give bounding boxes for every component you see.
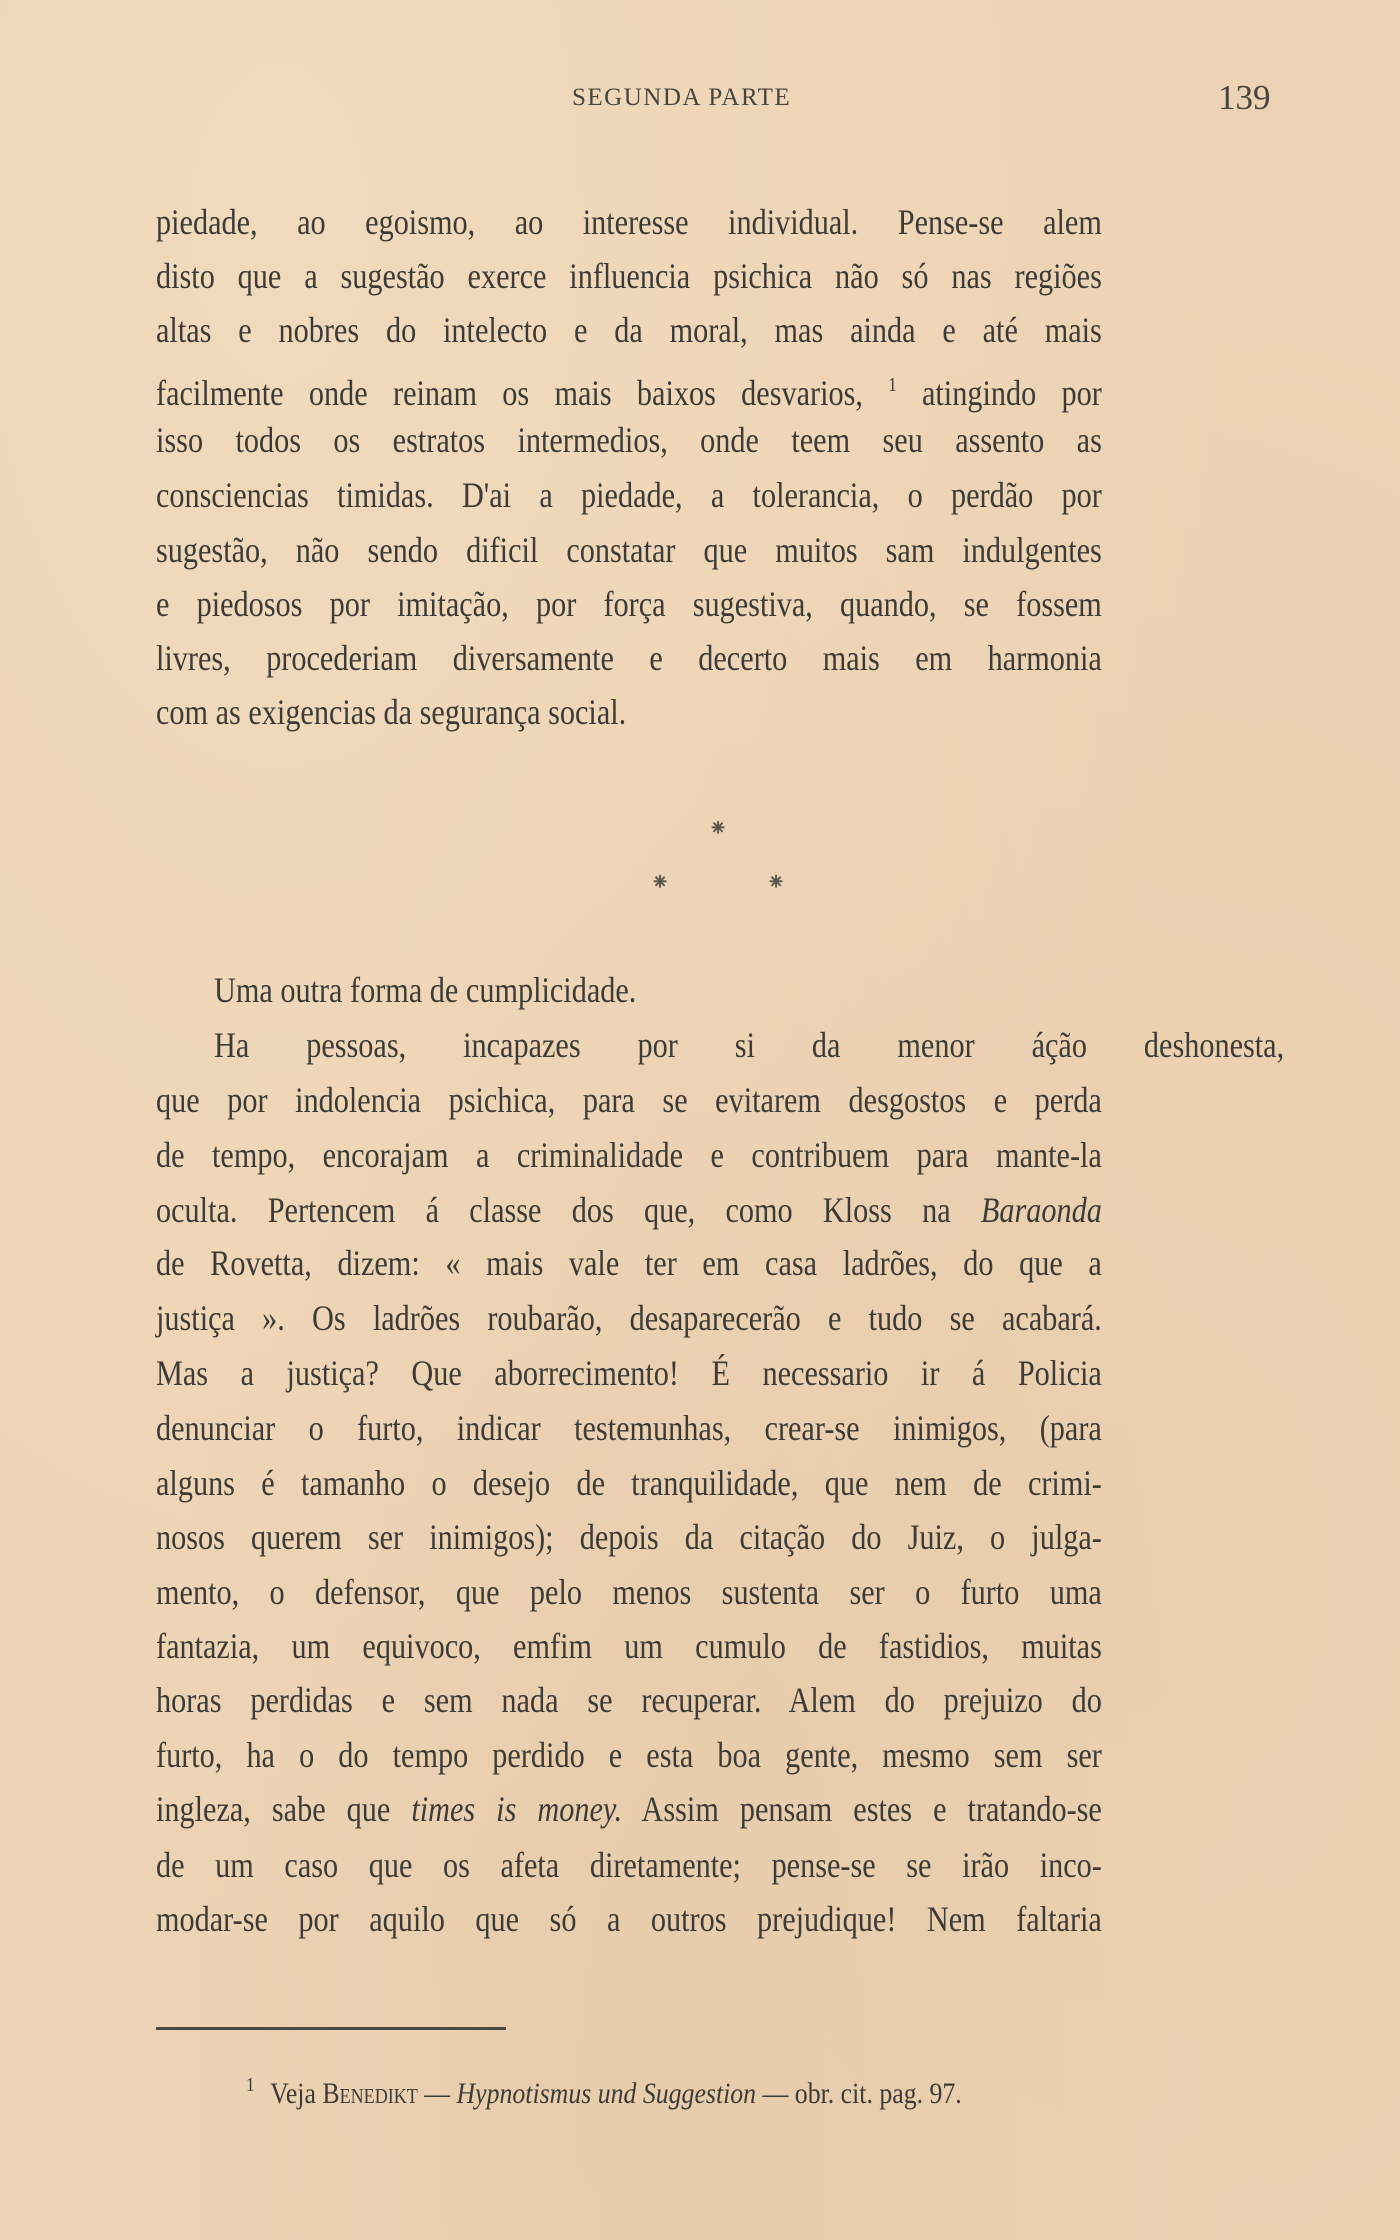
footnote-title: Hypnotismus und Suggestion xyxy=(456,2077,757,2110)
text-line: denunciar o furto, indicar testemunhas, crear-se inimigos, (para xyxy=(156,1408,1102,1448)
footnote-suffix: obr. cit. pag. 97. xyxy=(794,2077,962,2110)
text-line: justiça ». Os ladrões roubarão, desaparecerão e tudo se acabará. xyxy=(156,1298,1102,1338)
text-line: piedade, ao egoismo, ao interesse individual. Pense-se alem xyxy=(156,202,1102,242)
text-line: e piedosos por imitação, por força sugestiva, quando, se fossem xyxy=(156,584,1102,624)
text-line: sugestão, não sendo dificil constatar que muitos sam indulgentes xyxy=(156,530,1102,570)
text-line xyxy=(156,1787,1102,1831)
text-line: altas e nobres do intelecto e da moral, mas ainda e até mais xyxy=(156,310,1102,350)
text-line: isso todos os estratos intermedios, onde teem seu assento as xyxy=(156,420,1102,460)
text-line: modar-se por aquilo que só a outros prejudique! Nem faltaria xyxy=(156,1899,1102,1939)
text-segment: Assim pensam estes e tratando-se xyxy=(641,1789,1102,1829)
text-line xyxy=(156,363,1102,413)
text-segment: ingleza, sabe que xyxy=(156,1789,391,1829)
footnote-prefix: Veja xyxy=(270,2077,316,2110)
running-head xyxy=(0,78,1400,118)
text-line: disto que a sugestão exerce influencia psichica não só nas regiões xyxy=(156,256,1102,296)
italic-phrase: times is money. xyxy=(411,1789,623,1829)
footnote-dash: — xyxy=(417,2077,457,2110)
footnote-marker: 1 xyxy=(246,2074,255,2096)
text-segment: facilmente onde reinam os mais baixos desvarios, xyxy=(156,373,863,413)
text-line: consciencias timidas. D'ai a piedade, a tolerancia, o perdão por xyxy=(156,475,1102,515)
text-segment: oculta. Pertencem á classe dos que, como Kloss na xyxy=(156,1190,951,1230)
footnote-dash: — xyxy=(756,2077,795,2110)
text-line: com as exigencias da segurança social. xyxy=(156,692,627,732)
footnote-author: Benedikt xyxy=(322,2077,418,2110)
text-line xyxy=(156,1188,1102,1232)
asterisk-icon: ⁕ xyxy=(766,870,787,896)
text-line: de um caso que os afeta diretamente; pense-se se irão inco- xyxy=(156,1845,1102,1885)
footnote-reference[interactable]: 1 xyxy=(888,374,897,396)
page-number: 139 xyxy=(1218,78,1271,117)
footnote-divider xyxy=(156,2027,506,2030)
text-line: nosos querem ser inimigos); depois da citação do Juiz, o julga- xyxy=(156,1517,1102,1557)
text-line: furto, ha o do tempo perdido e esta boa gente, mesmo sem ser xyxy=(156,1735,1102,1775)
text-line: alguns é tamanho o desejo de tranquilidade, que nem de crimi- xyxy=(156,1463,1102,1503)
text-line: que por indolencia psichica, para se evitarem desgostos e perda xyxy=(156,1080,1102,1120)
text-line: de Rovetta, dizem: « mais vale ter em casa ladrões, do que a xyxy=(156,1243,1102,1283)
footnote xyxy=(246,2074,962,2111)
text-line: fantazia, um equivoco, emfim um cumulo de fastidios, muitas xyxy=(156,1626,1102,1666)
asterisk-icon: ⁕ xyxy=(708,816,729,842)
italic-title: Baraonda xyxy=(980,1190,1102,1230)
text-line: Ha pessoas, incapazes por si da menor áção deshonesta, xyxy=(214,1025,1285,1065)
text-line: horas perdidas e sem nada se recuperar. Alem do prejuizo do xyxy=(156,1680,1102,1720)
text-line: mento, o defensor, que pelo menos sustenta ser o furto uma xyxy=(156,1572,1102,1612)
text-segment: atingindo por xyxy=(921,373,1102,413)
running-title: SEGUNDA PARTE xyxy=(572,84,792,111)
asterisk-icon: ⁕ xyxy=(650,870,671,896)
text-line: de tempo, encorajam a criminalidade e contribuem para mante-la xyxy=(156,1135,1102,1175)
text-line: Mas a justiça? Que aborrecimento! É necessario ir á Policia xyxy=(156,1353,1102,1393)
section-lead: Uma outra forma de cumplicidade. xyxy=(214,970,637,1010)
text-line: livres, procederiam diversamente e decerto mais em harmonia xyxy=(156,638,1102,678)
